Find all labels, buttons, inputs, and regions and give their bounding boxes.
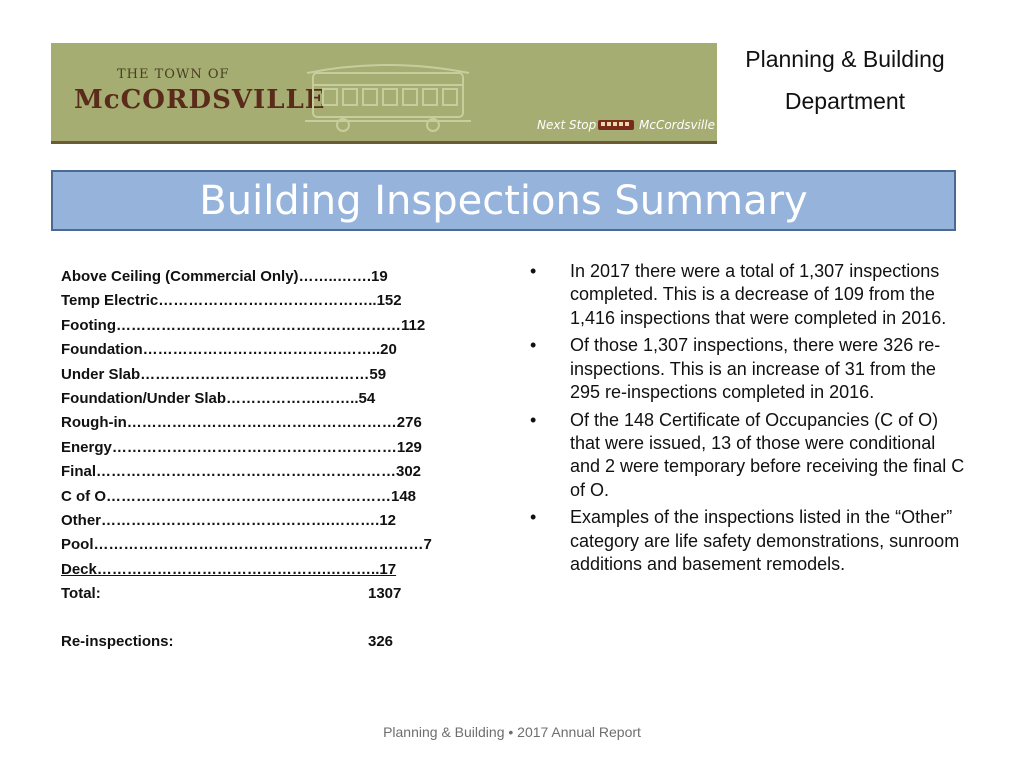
summary-bullets [528,260,968,581]
tally-row: Foundation/Under Slab……………….……..54 [61,389,376,407]
tally-row: Footing…………………………………………………112 [61,316,426,334]
bullet-text: In 2017 there were a total of 1,307 inspections completed. This is a decrease of 109 from the 1,416 inspections that were completed in 2016. [570,261,947,328]
page-title: Building Inspections Summary [199,177,808,224]
bullet-text: Examples of the inspections listed in the “Other” category are life safety demonstrations, sunroom additions and basement remodels. [570,507,960,575]
bullet-text: Of those 1,307 inspections, there were 326 re-inspections. This is an increase of 31 from the 295 re-inspections completed in 2016. [570,335,941,402]
title-bar [51,170,956,231]
tagline-next-stop: Next Stop [537,118,597,132]
department-line-2: Department [784,88,906,114]
bullet-dot-icon: • [530,507,537,528]
reinspections-label: Re-inspections: [61,633,174,651]
tally-row: Under Slab……………………………….………59 [61,365,387,383]
tally-row: Foundation………………………………….……..20 [61,341,397,359]
reinspections-value: 326 [368,633,394,651]
bullet-text: Of the 148 Certificate of Occupancies (C of O) that were issued, 13 of those were conditional and 2 were temporary before receiving the final C of O. [570,409,965,500]
logo-main-text: McCORDSVILLE [74,85,326,115]
page-footer: Planning & Building • 2017 Annual Report [383,724,641,740]
tally-row-last [61,558,421,582]
tally-row: Other……………………………………….……….12 [61,511,397,529]
tally-row: Above Ceiling (Commercial Only)……..…….19 [61,268,388,285]
tally-row: Energy…………………………………………………129 [61,438,422,456]
bullet-item [528,506,968,576]
total-value: 1307 [368,585,402,603]
tally-row: Final……………………………………………………302 [61,463,422,481]
total-label: Total: [61,585,101,603]
logo-small-text: THE TOWN OF [117,67,230,82]
bullet-item [528,409,968,502]
bullet-item [528,334,968,404]
bullet-dot-icon: • [530,409,537,430]
bullet-item [528,260,968,330]
department-heading [725,38,965,122]
tally-row: C of O…………………………………………………148 [61,487,417,505]
mini-trolley-icon [597,117,635,133]
department-line-1: Planning & Building [745,46,945,72]
tally-total [61,582,421,606]
town-banner [51,43,717,144]
bullet-dot-icon: • [530,261,537,281]
banner-tagline [537,118,715,132]
inspection-tally [61,265,432,655]
tagline-destination: McCordsville [639,118,715,132]
tally-row: Rough-in………………………………………………276 [61,414,422,432]
tally-row: Temp Electric……………………………………..152 [61,292,402,310]
tally-reinspections [61,630,421,654]
trolley-icon [303,55,473,135]
bullet-dot-icon: • [530,335,537,356]
tally-row: Pool…………………………………………………………7 [61,536,432,554]
tally-row-last-text: Deck……………………………………….………..17 [61,560,397,578]
